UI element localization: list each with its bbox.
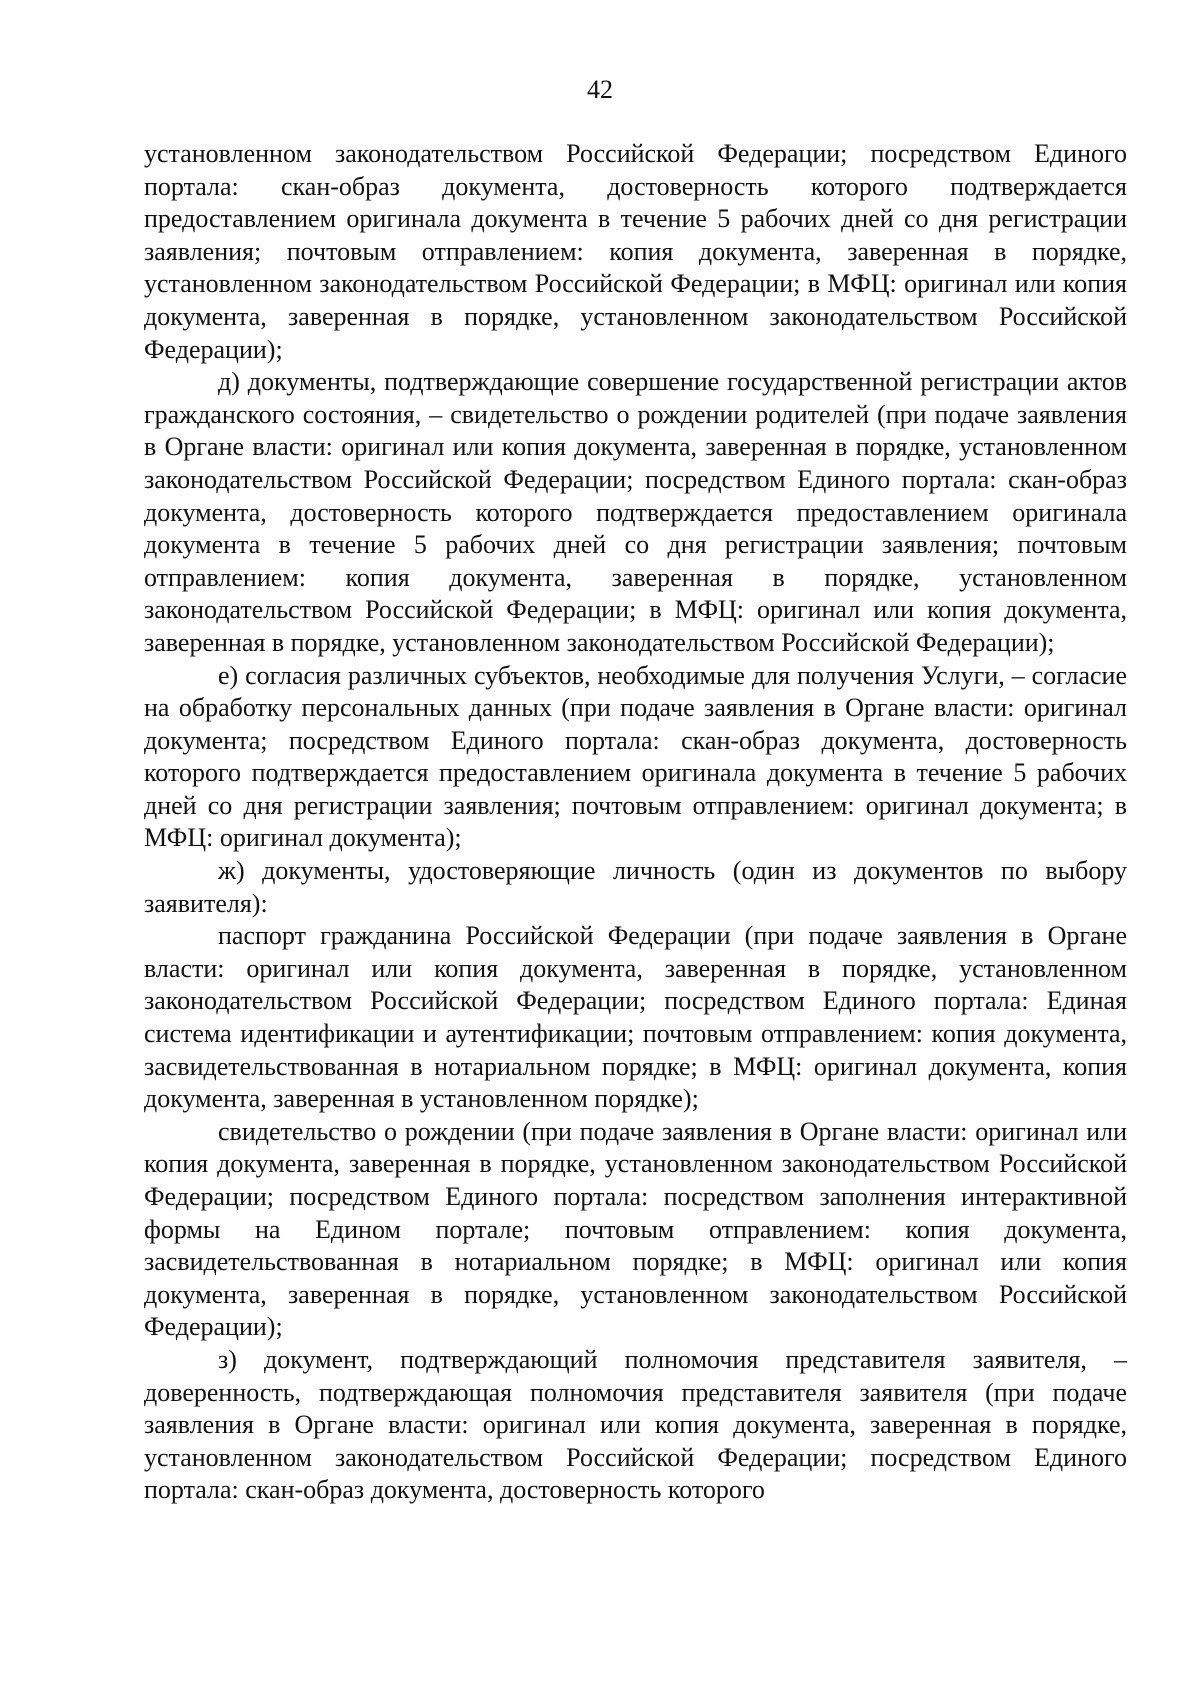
paragraph-passport: паспорт гражданина Российской Федерации (при подаче заявления в Органе власти: оригинал или копия документа, заверенная в порядке, установленном законодательством Российской Федерации; посредством Единого портала: Единая система идентификации и аутентификации; почтовым отправлением: копия документа, засвидетельствованная в нотариальном порядке; в МФЦ: оригинал документа, копия документа, заверенная в установленном порядке); (144, 921, 1127, 1114)
document-body (144, 138, 1127, 1507)
paragraph-e-consents: е) согласия различных субъектов, необходимые для получения Услуги, – согласие на обработку персональных данных (при подаче заявления в Органе власти: оригинал документа; посредством Единого портала: скан-образ документа, достоверность которого подтверждается предоставлением оригинала документа в течение 5 рабочих дней со дня регистрации заявления; почтовым отправлением: оригинал документа; в МФЦ: оригинал документа); (144, 660, 1127, 853)
paragraph-continuation: установленном законодательством Российской Федерации; посредством Единого портала: скан-образ документа, достоверность которого подтверждается предоставлением оригинала документа в течение 5 рабочих дней со дня регистрации заявления; почтовым отправлением: копия документа, заверенная в порядке, установленном законодательством Российской Федерации; в МФЦ: оригинал или копия документа, заверенная в порядке, установленном законодательством Российской Федерации); (144, 139, 1127, 364)
paragraph-zh-identity-documents: ж) документы, удостоверяющие личность (один из документов по выбору заявителя): (144, 856, 1127, 918)
paragraph-d-civil-registration: д) документы, подтверждающие совершение государственной регистрации актов гражданского состояния, – свидетельство о рождении родителей (при подаче заявления в Органе власти: оригинал или копия документа, заверенная в порядке, установленном законодательством Российской Федерации; посредством Единого портала: скан-образ документа, достоверность которого подтверждается предоставлением оригинала документа в течение 5 рабочих дней со дня регистрации заявления; почтовым отправлением: копия документа, заверенная в порядке, установленном законодательством Российской Федерации; в МФЦ: оригинал или копия документа, заверенная в порядке, установленном законодательством Российской Федерации); (144, 367, 1127, 657)
page-number: 42 (587, 75, 613, 104)
paragraph-z-representative-authority: з) документ, подтверждающий полномочия представителя заявителя, – доверенность, подтверждающая полномочия представителя заявителя (при подаче заявления в Органе власти: оригинал или копия документа, заверенная в порядке, установленном законодательством Российской Федерации; посредством Единого портала: скан-образ документа, достоверность которого (144, 1344, 1127, 1505)
paragraph-birth-certificate: свидетельство о рождении (при подаче заявления в Органе власти: оригинал или копия документа, заверенная в порядке, установленном законодательством Российской Федерации; посредством Единого портала: посредством заполнения интерактивной формы на Едином портале; почтовым отправлением: копия документа, засвидетельствованная в нотариальном порядке; в МФЦ: оригинал или копия документа, заверенная в порядке, установленном законодательством Российской Федерации); (144, 1116, 1127, 1342)
